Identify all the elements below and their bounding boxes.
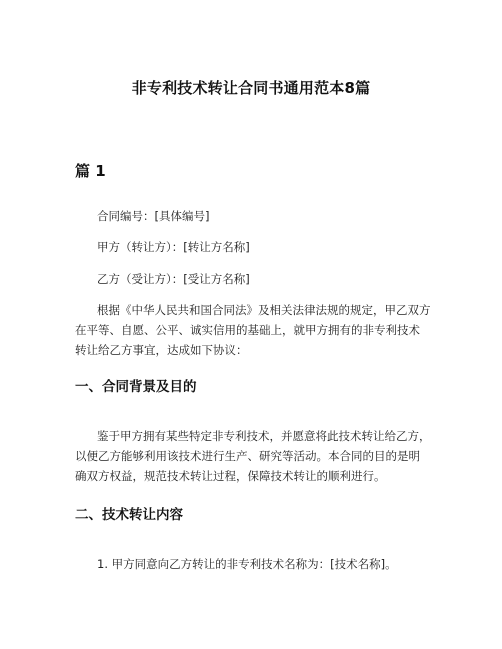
party-b: 乙方（受让方）：[受让方名称] (97, 272, 250, 286)
document-title: 非专利技术转让合同书通用范本8篇 (131, 79, 371, 97)
clause1-heading: 一、合同背景及目的 (75, 379, 197, 395)
clause1-line: 鉴于甲方拥有某些特定非专利技术，并愿意将此技术转让给乙方， (97, 429, 431, 443)
intro-line: 转让给乙方事宜，达成如下协议： (75, 343, 248, 357)
intro-line: 在平等、自愿、公平、诚实信用的基础上，就甲方拥有的非专利技术 (75, 323, 420, 337)
contract-number: 合同编号：[具体编号] (97, 209, 210, 223)
section-heading: 篇 1 (75, 162, 106, 180)
intro-line: 根据《中华人民共和国合同法》及相关法律法规的规定，甲乙双方 (97, 303, 431, 317)
clause2-heading: 二、技术转让内容 (75, 507, 183, 523)
clause2-item: 1. 甲方同意向乙方转让的非专利技术名称为：[技术名称]。 (97, 557, 397, 571)
clause1-line: 以便乙方能够利用该技术进行生产、研究等活动。本合同的目的是明 (75, 449, 420, 463)
party-a: 甲方（转让方）：[转让方名称] (97, 240, 250, 254)
clause1-line: 确双方权益，规范技术转让过程，保障技术转让的顺利进行。 (75, 469, 386, 483)
